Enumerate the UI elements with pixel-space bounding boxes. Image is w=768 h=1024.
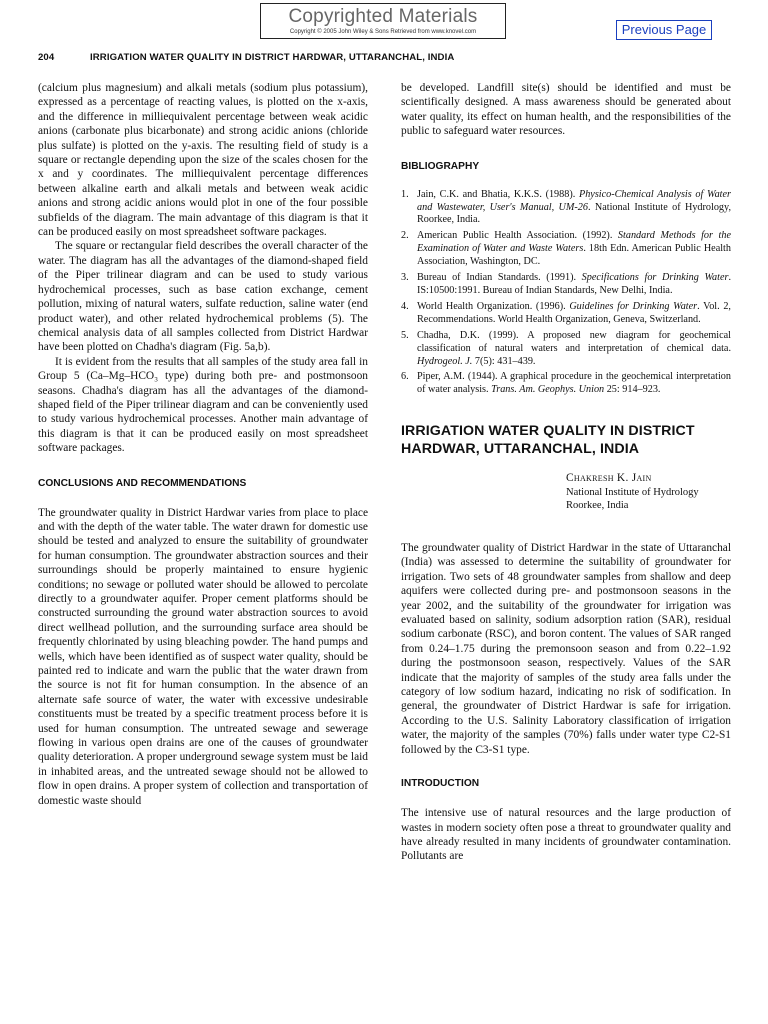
copyright-banner — [260, 3, 506, 39]
paragraph: (calcium plus magnesium) and alkali metals (sodium plus potassium), expressed as a percentage of reacting values, is plotted on the x-axis, and the difference in milliequivalent percentage between weak acidic anions (carbonate plus bicarbonate) and strong acidic anions (chloride plus sulfate) is plotted on the y-axis. The resulting field of study is a square or rectangle depending upon the size of the scales chosen for the x and y coordinates. The milliequivalent percentage differences between alkaline earth and alkali metals and between weak acidic anions and strong acidic anions would plot in one of the four possible subfields of the diagram. The main advantage of this diagram is that it can be produced easily on most spreadsheet software packages. — [38, 82, 368, 239]
banner-subtitle: Copyright © 2005 John Wiley & Sons Retrieved from www.knovel.com — [289, 29, 477, 35]
bibliography-item: 2. American Public Health Association. (1992). Standard Methods for the Examination of Water and Waste Waters. 18th Edn. American Public Health Association, Washington, DC. — [401, 230, 731, 268]
page-number: 204 — [38, 52, 55, 63]
conclusions-heading: CONCLUSIONS AND RECOMMENDATIONS — [38, 477, 247, 489]
bibliography-heading: BIBLIOGRAPHY — [401, 160, 480, 172]
paragraph: It is evident from the results that all samples of the study area fall in Group 5 (Ca–Mg–HCO₃ type) during both pre- and postmonsoon seasons. Chadha's diagram has all the advantages of the diamond-shaped field of the Piper trilinear diagram and can be conveniently used to study various hydrochemical processes. Another main advantage of this diagram is that it can be produced easily on most spreadsheet software packages. — [38, 355, 368, 455]
author-affiliation: National Institute of Hydrology — [566, 486, 699, 498]
banner-title: Copyrighted Materials — [288, 6, 478, 27]
paragraph: The groundwater quality in District Hardwar varies from place to place and with the depth of the water table. The water drawn for domestic use should be tested and analyzed to ensure the suitability of groundwater for human consumption. The groundwater abstraction sources and their surroundings should be properly maintained to ensure hygienic conditions; no sewage or polluted water should be allowed to percolate directly to a groundwater aquifer. Proper cement platforms should be constructed surrounding the ground water abstraction sources to avoid direct wellhead pollution, and the surrounding surface area should be frequently chlorinated by using bleaching powder. The hand pumps and wells, which have been identified as of suspect water quality, should be painted red to indicate and warn the public that the water drawn from the source is not fit for human consumption. In the absence of an alternate safe source of water, the water with excessive undesirable constituents must be treated by a specific treatment process before it is used for human consumption. The untreated sewage and sewerage flowing in various open drains are one of the causes of groundwater quality deterioration. A proper underground sewage system must be laid in inhabited areas, and the untreated sewage should not be allowed to flow in open drains. A proper system of collection and transportation of domestic waste should — [38, 506, 368, 807]
author-name: Chakresh K. Jain — [566, 472, 652, 485]
running-header — [38, 52, 738, 63]
previous-page-button[interactable]: Previous Page — [616, 20, 712, 40]
article-title: IRRIGATION WATER QUALITY IN DISTRICT HARDWAR, UTTARANCHAL, INDIA — [401, 423, 695, 457]
bibliography-item: 5. Chadha, D.K. (1999). A proposed new diagram for geochemical classification of natural waters and interpretation of chemical data. Hydrogeol. J. 7(5): 431–439. — [401, 329, 731, 367]
bibliography-list — [401, 189, 731, 398]
paragraph: The square or rectangular field describes the overall character of the water. The diagram has all the advantages of the diamond-shaped field of the Piper trilinear diagram and can be used to study various hydrochemical processes, such as base cation exchange, cement pollution, mixing of natural waters, sulfate reduction, saline water (end product water), and other related hydrochemical problems (5). The chemical analysis data of all samples collected from District Hardwar have been plotted on Chadha's diagram (Fig. 5a,b). — [38, 240, 368, 354]
bibliography-item: 1. Jain, C.K. and Bhatia, K.K.S. (1988). Physico-Chemical Analysis of Water and Wastewater, User's Manual, UM-26. National Institute of Hydrology, Roorkee, India. — [401, 188, 731, 226]
abstract-paragraph: The groundwater quality of District Hardwar in the state of Uttaranchal (India) was assessed to determine the suitability of groundwater for irrigation. Two sets of 48 groundwater samples from shallow and deep aquifers were collected during pre- and postmonsoon seasons in the year 2002, and the suitability of the groundwater for irrigation was evaluated based on salinity, sodium adsorption ration (SAR), residual sodium carbonate (RSC), and boron content. The values of SAR ranged from 0.24–1.75 during the premonsoon season and from 0.22–1.92 during the postmonsoon season, respectively. Values of the SAR indicate that the majority of samples of the study area falls under the category of low sodium hazard, indicating no risk of sodification. In general, the groundwater of District Hardwar is safe for irrigation. According to the U.S. Salinity Laboratory classification of irrigation water, the majority of the samples (70%) falls under water type C2-S1 followed by the C3-S1 type. — [401, 542, 731, 756]
paragraph: be developed. Landfill site(s) should be identified and must be scientifically designed. A mass awareness should be generated about water quality, its effect on human health, and the responsibilities of the public to safeguard water resources. — [401, 82, 731, 138]
left-column — [38, 81, 368, 808]
bibliography-item: 3. Bureau of Indian Standards. (1991). Specifications for Drinking Water. IS:10500:1991. Bureau of Indian Standards, New Delhi, India. — [401, 272, 731, 296]
paragraph: The intensive use of natural resources and the large production of wastes in modern society often pose a threat to groundwater quality and have already resulted in many incidents of groundwater contamination. Pollutants are — [401, 807, 731, 863]
running-title: IRRIGATION WATER QUALITY IN DISTRICT HARDWAR, UTTARANCHAL, INDIA — [90, 52, 455, 63]
author-block — [566, 472, 731, 513]
bibliography-item: 4. World Health Organization. (1996). Guidelines for Drinking Water. Vol. 2, Recommendations. World Health Organization, Geneva, Switzerland. — [401, 300, 731, 325]
bibliography-item: 6. Piper, A.M. (1944). A graphical procedure in the geochemical interpretation of water analysis. Trans. Am. Geophys. Union 25: 914–923. — [401, 371, 731, 396]
right-column — [401, 81, 731, 864]
author-location: Roorkee, India — [566, 500, 629, 512]
introduction-heading: INTRODUCTION — [401, 778, 480, 790]
